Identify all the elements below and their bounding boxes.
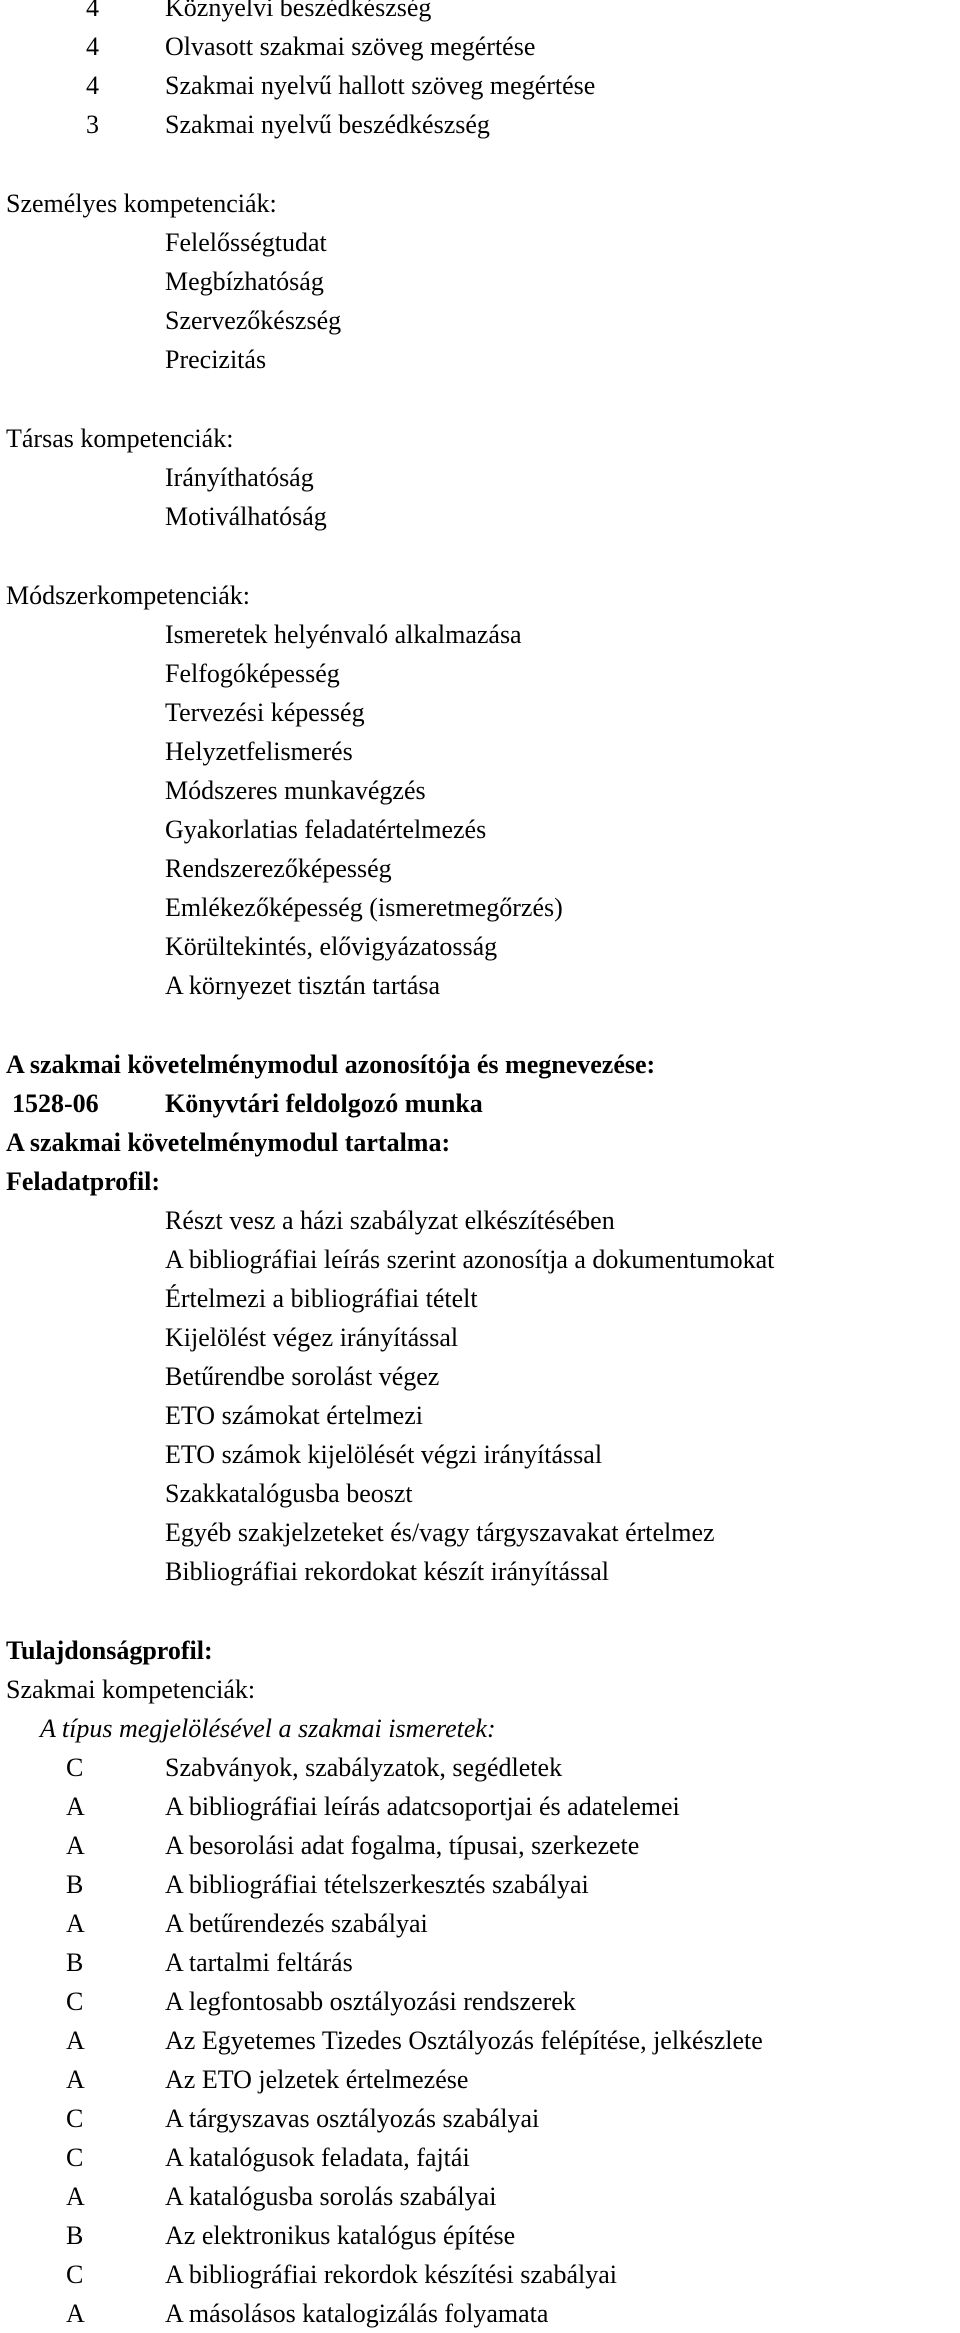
section-heading-personal — [0, 184, 960, 223]
section-heading-social — [0, 419, 960, 458]
property-profile-heading — [0, 1631, 960, 1670]
list-item-text: Felfogóképesség — [165, 659, 340, 688]
skill-text: Köznyelvi beszédkészség — [165, 0, 432, 22]
personal-heading: Személyes kompetenciák: — [6, 189, 277, 218]
knowledge-type: A — [66, 2065, 85, 2094]
skill-row — [0, 105, 960, 144]
knowledge-row — [0, 1865, 960, 1904]
knowledge-row — [0, 1982, 960, 2021]
knowledge-row — [0, 2060, 960, 2099]
knowledge-row — [0, 2177, 960, 2216]
knowledge-row — [0, 1826, 960, 1865]
list-item-text: Precizitás — [165, 345, 267, 374]
knowledge-text: A bibliográfiai leírás adatcsoportjai és adatelemei — [165, 1792, 680, 1821]
list-item — [0, 458, 960, 497]
skill-level: 3 — [86, 110, 99, 139]
knowledge-type: C — [66, 1987, 84, 2016]
task-item-text: A bibliográfiai leírás szerint azonosítja a dokumentumokat — [165, 1245, 775, 1274]
list-item — [0, 654, 960, 693]
skill-text: Szakmai nyelvű hallott szöveg megértése — [165, 71, 596, 100]
list-item — [0, 262, 960, 301]
knowledge-row — [0, 2099, 960, 2138]
skill-text: Olvasott szakmai szöveg megértése — [165, 32, 536, 61]
list-item-text: A környezet tisztán tartása — [165, 971, 441, 1000]
knowledge-type: A — [66, 2299, 85, 2328]
list-item — [0, 497, 960, 536]
knowledge-row — [0, 1748, 960, 1787]
knowledge-text: A tartalmi feltárás — [165, 1948, 353, 1977]
property-profile-heading-text: Tulajdonságprofil: — [6, 1636, 213, 1665]
task-item — [0, 1552, 960, 1591]
knowledge-row — [0, 1904, 960, 1943]
knowledge-row — [0, 1787, 960, 1826]
list-item — [0, 223, 960, 262]
task-item — [0, 1240, 960, 1279]
task-item — [0, 1474, 960, 1513]
knowledge-heading-text: A típus megjelölésével a szakmai ismeretek: — [40, 1714, 496, 1743]
knowledge-type: A — [66, 1909, 85, 1938]
knowledge-text: A betűrendezés szabályai — [165, 1909, 428, 1938]
knowledge-text: A tárgyszavas osztályozás szabályai — [165, 2104, 540, 2133]
knowledge-row — [0, 1943, 960, 1982]
list-item — [0, 810, 960, 849]
knowledge-text: A legfontosabb osztályozási rendszerek — [165, 1987, 576, 2016]
task-item — [0, 1435, 960, 1474]
knowledge-row — [0, 2255, 960, 2294]
knowledge-row — [0, 2294, 960, 2333]
knowledge-text: A bibliográfiai tételszerkesztés szabályai — [165, 1870, 589, 1899]
knowledge-type: B — [66, 1948, 84, 1977]
list-item — [0, 615, 960, 654]
task-item — [0, 1201, 960, 1240]
task-item-text: ETO számokat értelmezi — [165, 1401, 423, 1430]
knowledge-type: C — [66, 2260, 84, 2289]
task-item — [0, 1513, 960, 1552]
task-item — [0, 1357, 960, 1396]
professional-competencies-text: Szakmai kompetenciák: — [6, 1675, 256, 1704]
knowledge-text: A katalógusba sorolás szabályai — [165, 2182, 497, 2211]
knowledge-type: C — [66, 2104, 84, 2133]
module-id: 1528-06 — [12, 1089, 99, 1118]
social-heading: Társas kompetenciák: — [6, 424, 234, 453]
list-item — [0, 927, 960, 966]
professional-competencies-heading — [0, 1670, 960, 1709]
knowledge-heading — [0, 1709, 960, 1748]
list-item-text: Szervezőkészség — [165, 306, 342, 335]
task-item-text: Részt vesz a házi szabályzat elkészítésében — [165, 1206, 615, 1235]
list-item — [0, 966, 960, 1005]
knowledge-type: A — [66, 2182, 85, 2211]
task-item-text: Egyéb szakjelzeteket és/vagy tárgyszavakat értelmez — [165, 1518, 715, 1547]
section-heading-method — [0, 576, 960, 615]
module-id-heading — [0, 1045, 960, 1084]
task-item-text: Szakkatalógusba beoszt — [165, 1479, 413, 1508]
list-item-text: Körültekintés, elővigyázatosság — [165, 932, 498, 961]
list-item-text: Megbízhatóság — [165, 267, 324, 296]
method-heading: Módszerkompetenciák: — [6, 581, 251, 610]
skill-row — [0, 27, 960, 66]
skill-level: 4 — [86, 71, 99, 100]
knowledge-text: A másolásos katalogizálás folyamata — [165, 2299, 549, 2328]
task-item-text: Kijelölést végez irányítással — [165, 1323, 459, 1352]
knowledge-row — [0, 2138, 960, 2177]
list-item-text: Rendszerezőképesség — [165, 854, 392, 883]
skill-level: 4 — [86, 0, 99, 22]
list-item-text: Felelősségtudat — [165, 228, 327, 257]
skill-row — [0, 0, 960, 27]
list-item-text: Emlékezőképesség (ismeretmegőrzés) — [165, 893, 563, 922]
task-item — [0, 1318, 960, 1357]
knowledge-type: A — [66, 1792, 85, 1821]
list-item-text: Helyzetfelismerés — [165, 737, 353, 766]
task-item-text: Értelmezi a bibliográfiai tételt — [165, 1284, 478, 1313]
task-profile-heading — [0, 1162, 960, 1201]
list-item — [0, 301, 960, 340]
knowledge-type: A — [66, 1831, 85, 1860]
list-item-text: Tervezési képesség — [165, 698, 365, 727]
knowledge-text: Szabványok, szabályzatok, segédletek — [165, 1753, 563, 1782]
list-item-text: Irányíthatóság — [165, 463, 314, 492]
knowledge-type: B — [66, 2221, 84, 2250]
list-item-text: Gyakorlatias feladatértelmezés — [165, 815, 487, 844]
skill-row — [0, 66, 960, 105]
list-item — [0, 732, 960, 771]
task-item-text: ETO számok kijelölését végzi irányítással — [165, 1440, 603, 1469]
skill-level: 4 — [86, 32, 99, 61]
list-item — [0, 888, 960, 927]
knowledge-text: A katalógusok feladata, fajtái — [165, 2143, 470, 2172]
knowledge-type: C — [66, 1753, 84, 1782]
task-item — [0, 1396, 960, 1435]
knowledge-text: Az Egyetemes Tizedes Osztályozás felépítése, jelkészlete — [165, 2026, 763, 2055]
list-item — [0, 849, 960, 888]
list-item — [0, 340, 960, 379]
knowledge-row — [0, 2216, 960, 2255]
task-item-text: Betűrendbe sorolást végez — [165, 1362, 440, 1391]
task-item — [0, 1279, 960, 1318]
knowledge-type: A — [66, 2026, 85, 2055]
knowledge-type: C — [66, 2143, 84, 2172]
module-content-heading — [0, 1123, 960, 1162]
module-title-row — [0, 1084, 960, 1123]
knowledge-text: Az ETO jelzetek értelmezése — [165, 2065, 469, 2094]
list-item — [0, 771, 960, 810]
skill-text: Szakmai nyelvű beszédkészség — [165, 110, 490, 139]
list-item-text: Motiválhatóság — [165, 502, 327, 531]
list-item-text: Módszeres munkavégzés — [165, 776, 426, 805]
knowledge-row — [0, 2021, 960, 2060]
knowledge-type: B — [66, 1870, 84, 1899]
task-profile-heading-text: Feladatprofil: — [6, 1167, 161, 1196]
module-content-heading-text: A szakmai követelménymodul tartalma: — [6, 1128, 451, 1157]
module-name: Könyvtári feldolgozó munka — [165, 1089, 483, 1118]
list-item — [0, 693, 960, 732]
knowledge-text: A bibliográfiai rekordok készítési szabályai — [165, 2260, 617, 2289]
knowledge-text: Az elektronikus katalógus építése — [165, 2221, 516, 2250]
task-item-text: Bibliográfiai rekordokat készít irányítással — [165, 1557, 610, 1586]
module-id-heading-text: A szakmai követelménymodul azonosítója és megnevezése: — [6, 1050, 656, 1079]
list-item-text: Ismeretek helyénvaló alkalmazása — [165, 620, 522, 649]
knowledge-text: A besorolási adat fogalma, típusai, szerkezete — [165, 1831, 640, 1860]
